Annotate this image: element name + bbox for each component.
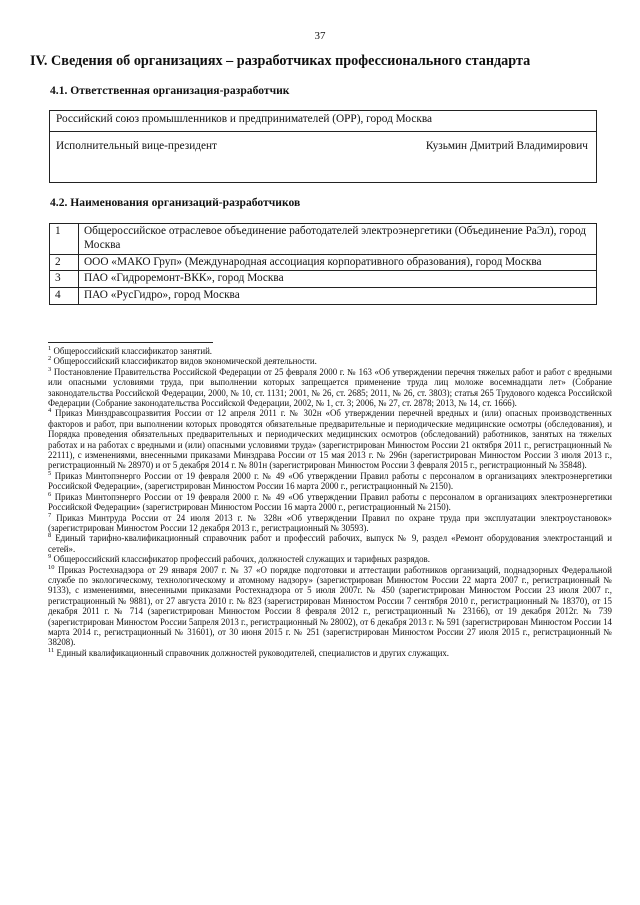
footnote-text: Единый квалификационный справочник должностей руководителей, специалистов и других служащих. [54, 647, 450, 658]
footnote [48, 492, 612, 513]
footnote [48, 533, 612, 554]
org-name: ООО «МАКО Груп» (Международная ассоциация корпоративного образования), город Москва [79, 254, 597, 271]
footnote-text: Общероссийский классификатор видов экономической деятельности. [51, 356, 317, 367]
footnote [48, 408, 612, 470]
responsible-signatory-cell [50, 132, 597, 183]
footnote [48, 367, 612, 409]
signatory-position: Исполнительный вице-президент [56, 140, 217, 152]
responsible-signatory-row [50, 132, 597, 183]
org-name: Общероссийское отраслевое объединение работодателей электроэнергетики (Объединение РаЭл), город Москва [79, 224, 597, 255]
footnote-marker: 9 [48, 553, 52, 561]
row-number: 3 [50, 271, 79, 288]
footnote-marker: 6 [48, 490, 52, 498]
row-number: 4 [50, 288, 79, 305]
footnote-marker: 8 [48, 532, 52, 540]
footnote-marker: 11 [48, 646, 55, 654]
footnote [48, 356, 612, 366]
footnote-text: Приказ Минтопэнерго России от 19 февраля 2000 г. № 49 «Об утверждении Правил работы с персоналом в организациях электроэнергетики Российской Федерации», (зарегистрирован Минюстом России 16 марта 2000 г., регистрационный № 2150). [48, 470, 612, 492]
footnote-text: Приказ Минздравсоцразвития России от 12 апреля 2011 г. № 302н «Об утверждении перечней вредных и (или) опасных производственных факторов и работ, при выполнении которых проводятся обязательные предварительные и периодические медицинские осмотры (обследования), и Порядка проведения обязательных предварительных и периодических медицинских осмотров (обследований) работников, занятых на тяжелых работах и на работах с вредными и (или) опасными условиями труда» (зарегистрирован Минюстом России 21 октября 2011 г., регистрационный № 22111), с изменениями, внесенными приказами Минздрава России от 15 мая 2013 г. № 296н (зарегистрирован Минюстом России 3 июля 2013 г., регистрационный № 28970) и от 5 декабря 2014 г. № 801н (зарегистрирован Минюстом России 3 февраля 2015 г., регистрационный № 35848). [48, 408, 612, 471]
footnote-marker: 1 [48, 345, 52, 353]
table-row [50, 271, 597, 288]
responsible-org-row [50, 111, 597, 132]
row-number: 1 [50, 224, 79, 255]
developer-orgs-table [49, 223, 597, 305]
table-row [50, 288, 597, 305]
footnote-text: Постановление Правительства Российской Федерации от 25 февраля 2000 г. № 163 «Об утверждении перечня тяжелых работ и работ с вредными или опасными условиями труда, при выполнении которых запрещается применение труда лиц моложе восемнадцати лет» (Собрание законодательства Российской Федерации, 2000, № 10, ст. 1131; 2001, № 26, ст. 2685; 2011, № 26, ст. 3803); статья 265 Трудового кодекса Российской Федерации (Собрание законодательства Российской Федерации, 2002, № 1, ст. 3; 2006, № 27, ст. 2878; 2013, № 14, ст. 1666). [48, 366, 612, 409]
footnote-text: Приказ Минтруда России от 24 июля 2013 г. № 328н «Об утверждении Правил по охране труда при эксплуатации электроустановок» (зарегистрирован Минюстом России 12 декабря 2013 г., регистрационный № 30593). [48, 512, 612, 533]
footnote-text: Общероссийский классификатор профессий рабочих, должностей служащих и тарифных разрядов. [51, 554, 430, 565]
footnote-text: Общероссийский классификатор занятий. [51, 346, 213, 356]
responsible-org-name: Российский союз промышленников и предпринимателей (ОРР), город Москва [50, 111, 597, 132]
footnote [48, 648, 612, 658]
table-row [50, 254, 597, 271]
footnote [48, 346, 612, 356]
footnote [48, 471, 612, 492]
footnote [48, 554, 612, 564]
developer-orgs-heading: 4.2. Наименования организаций-разработчиков [50, 196, 301, 209]
footnote-marker: 2 [48, 355, 52, 363]
footnote-separator [48, 342, 213, 343]
footnote-text: Единый тарифно-квалификационный справочник работ и профессий рабочих, выпуск № 9, раздел «Ремонт оборудования электростанций и сетей». [48, 533, 612, 554]
org-name: ПАО «Гидроремонт-ВКК», город Москва [79, 271, 597, 288]
footnote-text: Приказ Ростехнадзора от 29 января 2007 г. № 37 «О порядке подготовки и аттестации работников организаций, поднадзорных Федеральной службе по экологическому, технологическому и атомному надзору» (зарегистрирован Минюстом России 22 марта 2007 г., регистрационный № 9133), с изменениями, внесенными приказами Ростехнадзора от 5 июля 2007г. № 450 (зарегистрирован Минюстом России 23 июля 2007 г., регистрационный № 9881), от 27 августа 2010 г. № 823 (зарегистрирован Минюстом России 7 сентября 2010 г., регистрационный № 18370), от 15 декабря 2011 г. № 714 (зарегистрирован Минюстом России 8 февраля 2012 г., регистрационный № 23166), от 19 декабря 2012г. № 739 (зарегистрирован Минюстом России 5апреля 2013 г., регистрационный № 28002), от 6 декабря 2013 г. № 591 (зарегистрирован Минюстом России 14 марта 2014 г., регистрационный № 31601), от 30 июня 2015 г. № 251 (зарегистрирован Минюстом России 27 июля 2015 г., регистрационный № 38208). [48, 564, 612, 648]
footnote [48, 565, 612, 648]
responsible-org-heading: 4.1. Ответственная организация-разработчик [50, 84, 290, 97]
responsible-org-table [49, 110, 597, 183]
footnote-marker: 7 [48, 511, 52, 519]
footnote-marker: 3 [48, 365, 52, 373]
footnote [48, 513, 612, 534]
page-number: 37 [314, 30, 326, 42]
footnotes [48, 346, 612, 658]
table-row [50, 224, 597, 255]
signatory-name: Кузьмин Дмитрий Владимирович [425, 140, 588, 152]
section-title: IV. Сведения об организациях – разработчиках профессионального стандарта [30, 53, 531, 69]
footnote-marker: 5 [48, 469, 52, 477]
org-name: ПАО «РусГидро», город Москва [79, 288, 597, 305]
footnote-marker: 10 [48, 563, 55, 571]
footnote-marker: 4 [48, 407, 52, 415]
row-number: 2 [50, 254, 79, 271]
footnote-text: Приказ Минтопэнерго России от 19 февраля 2000 г. № 49 «Об утверждении Правил работы с персоналом в организациях электроэнергетики Российской Федерации» (зарегистрирован Минюстом России 16 марта 2000 г., регистрационный № 2150). [48, 491, 612, 513]
